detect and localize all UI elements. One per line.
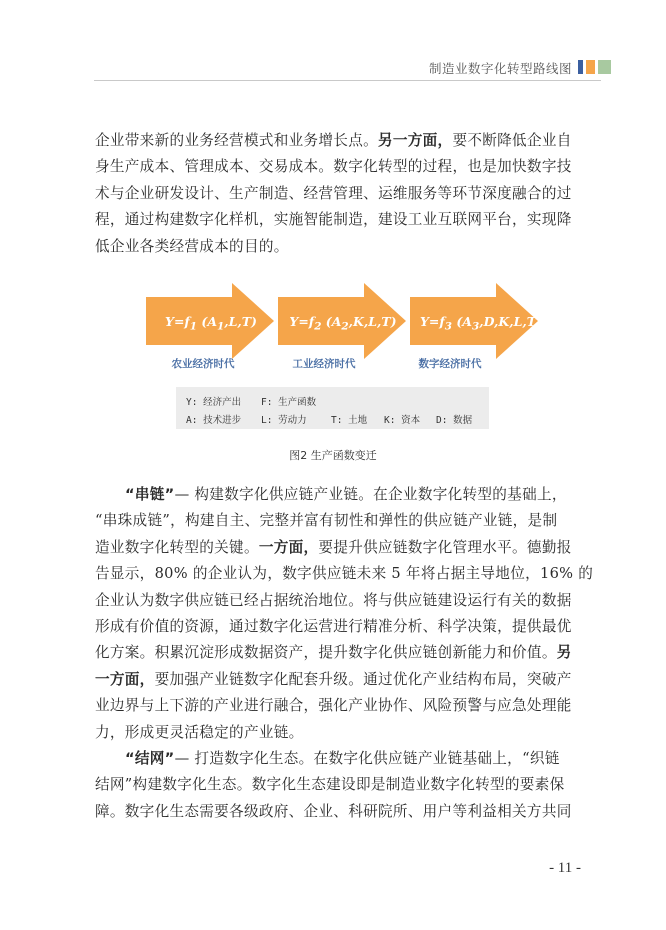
emphasis: 另: [556, 644, 572, 662]
text-line: 企业带来新的业务经营模式和业务增长点。另一方面，要不断降低企业自: [95, 132, 572, 149]
formula-label: $Y=f_1$ $(A_1,L,T)$: [165, 314, 257, 333]
legend-a: A: 技术进步: [186, 415, 242, 426]
formula-label: $Y=f_2$ $(A_2,K,L,T)$: [289, 314, 397, 333]
text-line: 一方面，要加强产业链数字化配套升级。通过优化产业结构布局，突破产: [95, 670, 572, 688]
text-line: 化方案。积累沉淀形成数据资产，提升数字化供应链创新能力和价值。另: [95, 644, 572, 662]
heading-emphasis: “串链”: [125, 486, 175, 503]
text-line: 术与企业研发设计、生产制造、经营管理、运维服务等环节深度融合的过: [95, 184, 572, 202]
text-line: “串链”— 构建数字化供应链产业链。在企业数字化转型的基础上，: [125, 486, 567, 503]
page-number: - 11 -: [549, 860, 581, 876]
figure-legend: [176, 387, 489, 429]
arrow-agricultural: [146, 283, 274, 363]
header-bar-blue: [578, 60, 583, 74]
heading-emphasis: “结网”: [125, 750, 175, 767]
text-line: 结网”构建数字化生态。数字化生态建设即是制造业数字化转型的要素保: [95, 776, 565, 794]
arrow-industrial: [278, 283, 406, 363]
legend-y: Y: 经济产出: [186, 397, 242, 408]
text-line: 身生产成本、管理成本、交易成本。数字化转型的过程，也是加快数字技: [95, 158, 572, 176]
header-bar-orange: [586, 60, 595, 74]
text-line: “结网”— 打造数字化生态。在数字化供应链产业链基础上，“织链: [125, 750, 560, 767]
text-line: “串珠成链”，构建自主、完整并富有韧性和弹性的供应链产业链，是制: [95, 512, 558, 530]
emphasis: 另一方面，: [377, 132, 453, 149]
header-rule: [94, 80, 601, 81]
legend-l: L: 劳动力: [261, 415, 307, 426]
era-label-industrial: 工业经济时代: [292, 358, 356, 370]
era-label-agricultural: 农业经济时代: [171, 358, 235, 370]
text-line: 低企业各类经营成本的目的。: [95, 237, 289, 255]
legend-f: F: 生产函数: [261, 397, 317, 408]
text-line: 企业认为数字供应链已经占据统治地位。将与供应链建设运行有关的数据: [95, 591, 572, 609]
intro-paragraph: [95, 128, 573, 260]
text-line: 形成有价值的资源，通过数字化运营进行精准分析、科学决策，提供最优: [95, 618, 572, 636]
legend-k: K: 资本: [384, 415, 421, 426]
legend-d: D: 数据: [436, 415, 473, 426]
text-line: 障。数字化生态需要各级政府、企业、科研院所、用户等利益相关方共同: [95, 802, 572, 820]
figure-caption: 图2 生产函数变迁: [289, 449, 377, 462]
emphasis: 一方面，: [258, 538, 319, 556]
header-bar-green: [598, 60, 611, 74]
legend-t: T: 土地: [331, 415, 368, 426]
text-line: 程，通过构建数字化样机，实施智能制造，建设工业互联网平台，实现降: [95, 211, 572, 229]
text-line: 力，形成更灵活稳定的产业链。: [95, 723, 304, 741]
text-line: 造业数字化转型的关键。一方面，要提升供应链数字化管理水平。德勤报: [95, 538, 572, 556]
arrow-digital: [410, 283, 542, 363]
emphasis: 一方面，: [95, 670, 155, 688]
formula-label: $Y=f_3$ $(A_3,D,K,L,T)$: [420, 314, 542, 333]
net-paragraph: [95, 746, 573, 825]
text-line: 业边界与上下游的产业进行融合，强化产业协作、风险预警与应急处理能: [95, 697, 572, 715]
text-line: 告显示，80% 的企业认为，数字供应链未来 5 年将占据主导地位，16% 的: [95, 565, 594, 583]
era-label-digital: 数字经济时代: [418, 358, 482, 370]
page-header-title: 制造业数字化转型路线图: [428, 61, 572, 76]
chain-paragraph: [95, 482, 594, 746]
